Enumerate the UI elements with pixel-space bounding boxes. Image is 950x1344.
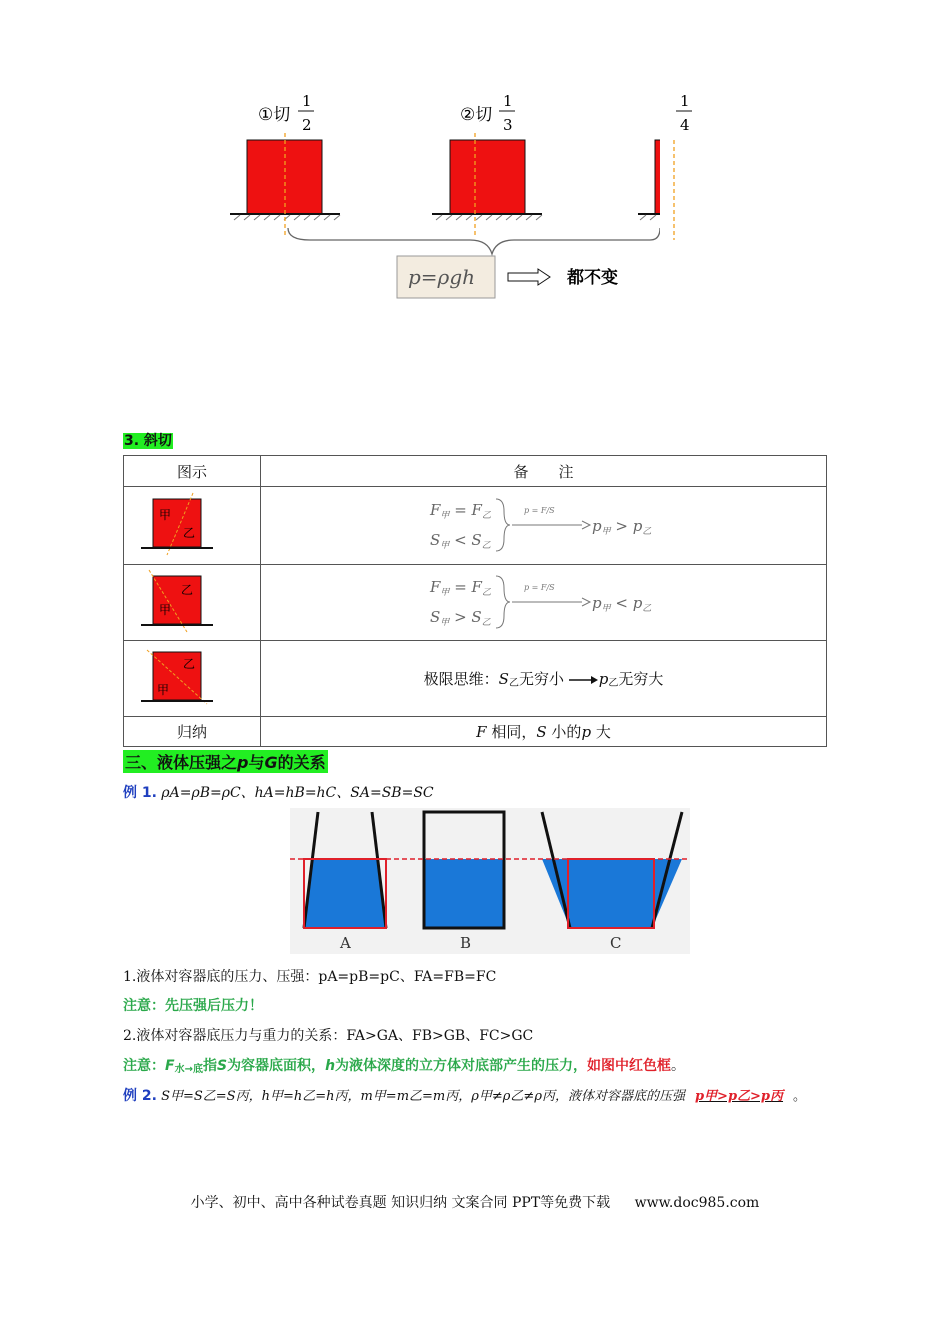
- cut3-num: 1: [680, 92, 690, 110]
- svg-text:F甲 = F乙: $F_甲 = F_乙$: [429, 577, 491, 598]
- summary-label: 归纳: [124, 717, 261, 747]
- svg-text:甲: 甲: [157, 682, 170, 697]
- svg-text:p = F/S: p = F/S: [523, 582, 555, 592]
- section3-heading: 3. 斜切: [124, 433, 172, 449]
- line-1: 1.液体对容器底的压力、压强：pA=pB=pC、FA=FB=FC: [123, 969, 497, 985]
- note-1: 注意：先压强后压力！: [123, 998, 263, 1014]
- row3-note: 极限思维：$S_乙$无穷小 $p_乙$无穷大: [261, 641, 827, 717]
- example2-answer: p甲>p乙>p丙: [694, 1089, 784, 1104]
- page-footer: 小学、初中、高中各种试卷真题 知识归纳 文案合同 PPT等免费下载 www.doc985.com: [190, 1195, 760, 1211]
- svg-text:乙: 乙: [183, 525, 196, 540]
- svg-text:乙: 乙: [181, 582, 194, 597]
- vertical-cut-figure: [220, 88, 660, 318]
- svg-text:p = F/S: p = F/S: [523, 505, 555, 515]
- containers-figure: [290, 808, 690, 954]
- container-label-c: C: [610, 934, 622, 952]
- cut1-label: ①切: [258, 105, 291, 125]
- svg-text:S甲 < S乙: $S_甲 < S_乙$: [429, 530, 491, 551]
- svg-text:乙: 乙: [183, 656, 196, 671]
- summary-text: F 相同，S 小的p 大: [261, 717, 827, 747]
- note-2: 注意：$F_{水\to 底}$指S为容器底面积，h为液体深度的立方体对底部产生的压力，如图中红色框。: [123, 1058, 686, 1075]
- row2-figure: [124, 565, 261, 641]
- cut2-num: 1: [503, 92, 513, 110]
- svg-text:p甲 < p乙: $p_甲 < p_乙$: [591, 593, 651, 614]
- row1-figure: [124, 487, 261, 565]
- row3-figure: [124, 641, 261, 717]
- line-2: 2.液体对容器底压力与重力的关系：FA>GA、FB>GB、FC>GC: [123, 1028, 534, 1044]
- cut3-den: 4: [680, 116, 690, 134]
- example2-line: 例 2. S甲=S乙=S丙，h甲=h乙=h丙，m甲=m乙=m丙，ρ甲≠ρ乙≠ρ丙，液体对容器底的压强 p甲>p乙>p丙 。: [123, 1088, 807, 1104]
- formula-text: p=ρgh: [408, 265, 476, 289]
- svg-text:甲: 甲: [159, 507, 172, 522]
- svg-text:甲: 甲: [159, 602, 172, 617]
- container-label-a: A: [340, 934, 351, 952]
- cut2-den: 3: [503, 116, 513, 134]
- cut2-label: ②切: [460, 105, 493, 125]
- svg-text:F甲 = F乙: $F_甲 = F_乙$: [429, 500, 491, 521]
- container-label-b: B: [460, 934, 472, 952]
- cube-2: [450, 140, 525, 214]
- svg-text:S甲 > S乙: $S_甲 > S_乙$: [429, 607, 491, 628]
- svg-text:p甲 > p乙: $p_甲 > p_乙$: [591, 516, 651, 537]
- oblique-cut-table: [123, 455, 827, 747]
- cut3-fraction: [666, 92, 726, 142]
- col-header-note: 备 注: [261, 456, 827, 487]
- row2-note: [261, 565, 827, 641]
- row1-note: [261, 487, 827, 565]
- col-header-figure: 图示: [124, 456, 261, 487]
- hollow-arrow: [508, 269, 550, 285]
- cube-3-dash: [636, 140, 696, 250]
- example1-line: 例 1. ρA=ρB=ρC、hA=hB=hC、SA=SB=SC: [123, 785, 434, 801]
- liquid-section-heading: 三、液体压强之p与G的关系: [123, 750, 328, 773]
- result-text: 都不变: [567, 268, 618, 288]
- cut1-num: 1: [302, 92, 312, 110]
- cut1-den: 2: [302, 116, 312, 134]
- curly-brace: [288, 228, 660, 254]
